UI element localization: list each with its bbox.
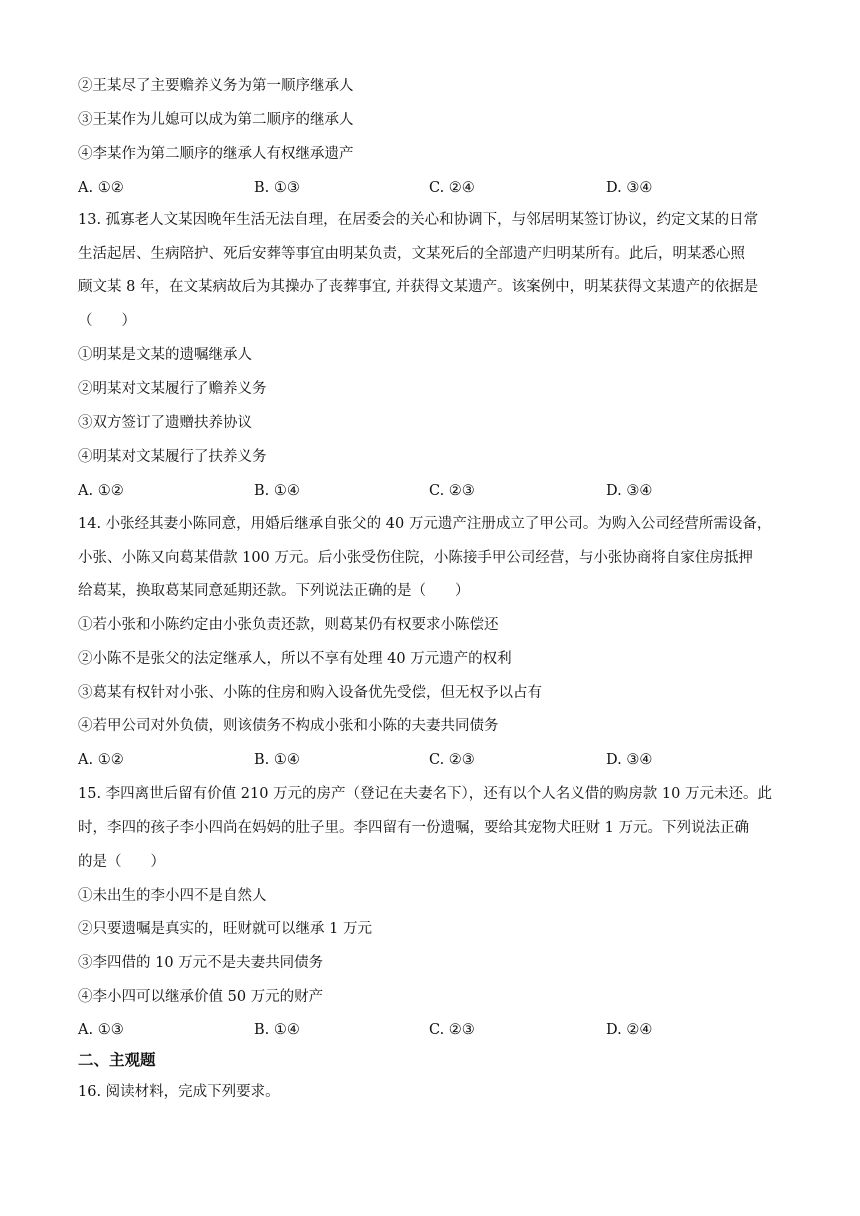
q13-statement-2: ②明某对文某履行了赡养义务 bbox=[78, 381, 267, 397]
q15-option-c: C. ②③ bbox=[429, 1022, 475, 1038]
q14-option-d: D. ③④ bbox=[606, 752, 653, 768]
q13-option-b: B. ①④ bbox=[254, 483, 300, 499]
q13-statement-4: ④明某对文某履行了扶养义务 bbox=[78, 449, 267, 465]
q13-options bbox=[78, 481, 778, 501]
q13-stem-line-3: 顾文某 8 年，在文某病故后为其操办了丧葬事宜, 并获得文某遗产。该案例中，明某获得文某遗产的依据是 bbox=[78, 279, 759, 295]
q12-option-a: A. ①② bbox=[78, 180, 124, 196]
q13-stem-line-2: 生活起居、生病陪护、死后安葬等事宜由明某负责，文某死后的全部遗产归明某所有。此后，明某悉心照 bbox=[78, 246, 745, 262]
q14-options bbox=[78, 750, 778, 770]
q15-options bbox=[78, 1020, 778, 1040]
q13-option-c: C. ②③ bbox=[429, 483, 475, 499]
q16-stem-line-1: 16. 阅读材料，完成下列要求。 bbox=[78, 1084, 280, 1100]
q15-stem-line-3: 的是（ ） bbox=[78, 854, 165, 870]
q14-stem-line-2: 小张、小陈又向葛某借款 100 万元。后小张受伤住院，小陈接手甲公司经营，与小张协商将自家住房抵押 bbox=[78, 550, 753, 566]
q13-statement-1: ①明某是文某的遗嘱继承人 bbox=[78, 347, 252, 363]
q15-option-d: D. ②④ bbox=[606, 1022, 653, 1038]
q13-option-d: D. ③④ bbox=[606, 483, 653, 499]
q14-stem-line-3: 给葛某，换取葛某同意延期还款。下列说法正确的是（ ） bbox=[78, 583, 470, 599]
q14-stem-line-1: 14. 小张经其妻小陈同意，用婚后继承自张父的 40 万元遗产注册成立了甲公司。为购入公司经营所需设备， bbox=[78, 516, 772, 532]
q13-stem-line-4: （ ） bbox=[78, 313, 136, 329]
q14-statement-1: ①若小张和小陈约定由小张负责还款，则葛某仍有权要求小陈偿还 bbox=[78, 617, 499, 633]
q12-options bbox=[78, 178, 778, 198]
q15-statement-3: ③李四借的 10 万元不是夫妻共同债务 bbox=[78, 955, 324, 971]
q12-statement-2: ②王某尽了主要赡养义务为第一顺序继承人 bbox=[78, 78, 354, 94]
q15-option-a: A. ①③ bbox=[78, 1022, 124, 1038]
q12-option-c: C. ②④ bbox=[429, 180, 475, 196]
q15-statement-1: ①未出生的李小四不是自然人 bbox=[78, 888, 267, 904]
q12-statement-4: ④李某作为第二顺序的继承人有权继承遗产 bbox=[78, 146, 354, 162]
q12-option-d: D. ③④ bbox=[606, 180, 653, 196]
q13-statement-3: ③双方签订了遗赠扶养协议 bbox=[78, 415, 252, 431]
q15-stem-line-2: 时，李四的孩子李小四尚在妈妈的肚子里。李四留有一份遗嘱，要给其宠物犬旺财 1 万元。下列说法正确 bbox=[78, 820, 749, 836]
q14-option-c: C. ②③ bbox=[429, 752, 475, 768]
q12-statement-3: ③王某作为儿媳可以成为第二顺序的继承人 bbox=[78, 112, 354, 128]
q13-option-a: A. ①② bbox=[78, 483, 124, 499]
q14-statement-4: ④若甲公司对外负债，则该债务不构成小张和小陈的夫妻共同债务 bbox=[78, 718, 499, 734]
q14-statement-2: ②小陈不是张父的法定继承人，所以不享有处理 40 万元遗产的权利 bbox=[78, 651, 512, 667]
q15-statement-2: ②只要遗嘱是真实的，旺财就可以继承 1 万元 bbox=[78, 921, 372, 937]
section-heading-subjective: 二、主观题 bbox=[78, 1051, 156, 1069]
q14-option-a: A. ①② bbox=[78, 752, 124, 768]
q14-statement-3: ③葛某有权针对小张、小陈的住房和购入设备优先受偿，但无权予以占有 bbox=[78, 685, 542, 701]
q14-option-b: B. ①④ bbox=[254, 752, 300, 768]
q15-statement-4: ④李小四可以继承价值 50 万元的财产 bbox=[78, 989, 324, 1005]
q13-stem-line-1: 13. 孤寡老人文某因晚年生活无法自理，在居委会的关心和协调下，与邻居明某签订协议，约定文某的日常 bbox=[78, 212, 759, 228]
q15-stem-line-1: 15. 李四离世后留有价值 210 万元的房产（登记在夫妻名下），还有以个人名义借的购房款 10 万元未还。此 bbox=[78, 786, 772, 802]
q15-option-b: B. ①④ bbox=[254, 1022, 300, 1038]
q12-option-b: B. ①③ bbox=[254, 180, 300, 196]
